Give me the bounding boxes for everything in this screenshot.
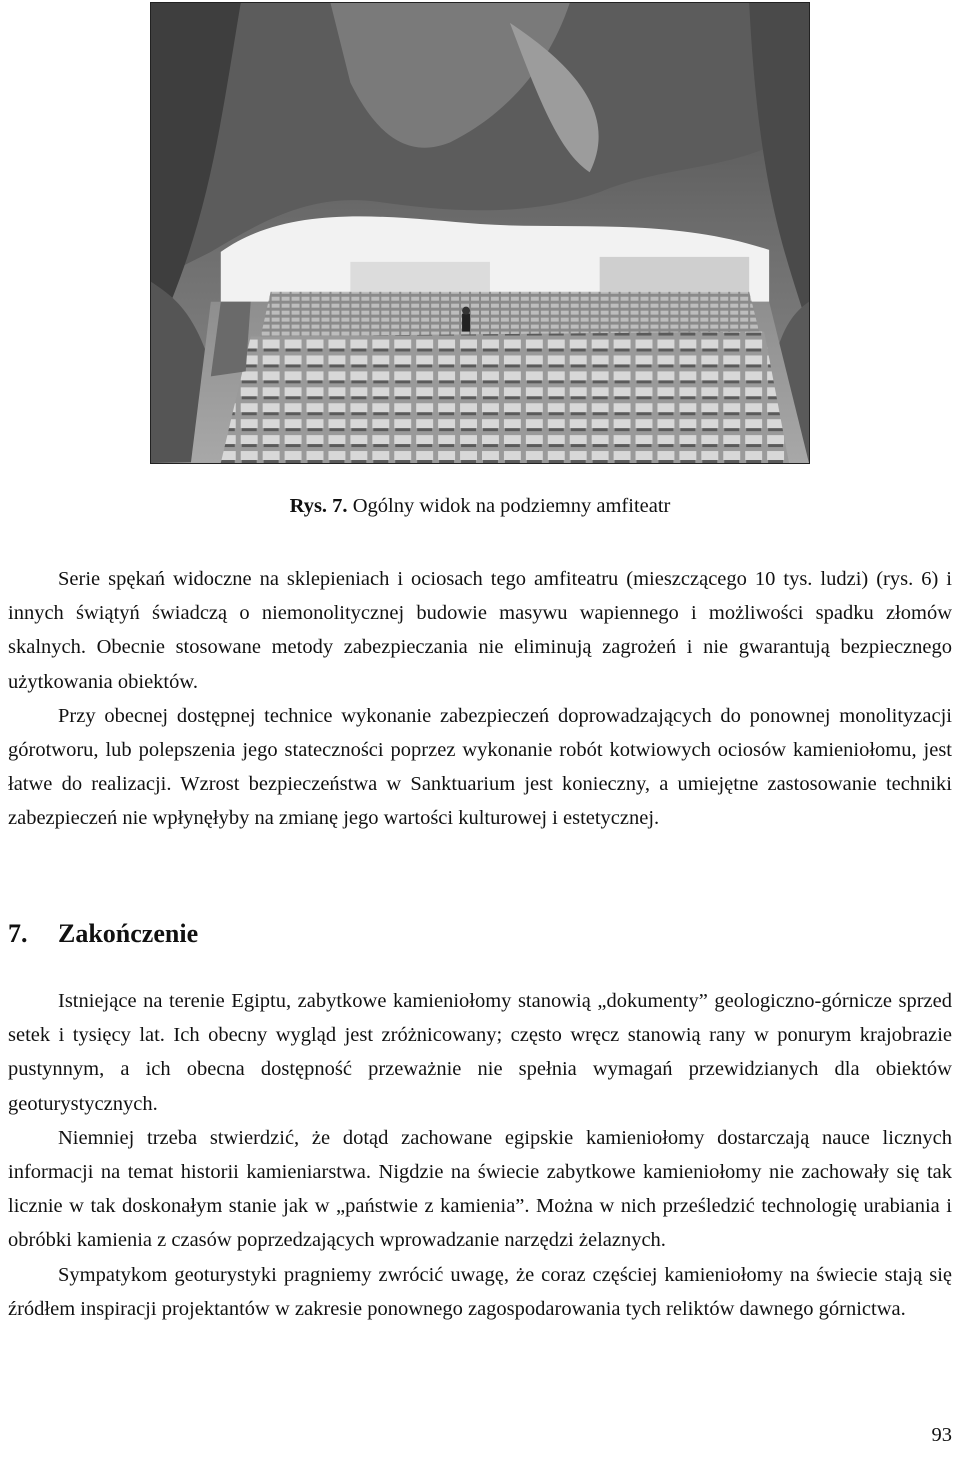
paragraph: Sympatykom geoturystyki pragniemy zwrócić uwagę, że coraz częściej kamieniołomy na świecie stają się źródłem inspiracji projektantów w zakresie ponownego zagospodarowania tych reliktów dawnego górnictwa. (8, 1263, 952, 1320)
section-title: Zakończenie (58, 919, 199, 948)
photo-illustration (151, 3, 809, 463)
paragraph: Serie spękań widoczne na sklepieniach i ociosach tego amfiteatru (mieszczącego 10 tys. ludzi) (rys. 6) i innych świątyń świadczą o niemonolitycznej budowie masywu wapiennego i możliwości spadku złomów skalnych. Obecnie stosowane metody zabezpieczania nie eliminują zagrożeń i nie gwarantują bezpiecznego użytkowania obiektów. (8, 568, 952, 693)
body-text-section-1 (8, 562, 952, 836)
figure-caption-text: Ogólny widok na podziemny amfiteatr (352, 495, 671, 517)
figure-label: Rys. 7. (289, 495, 348, 517)
section-heading (8, 919, 198, 949)
body-text-section-2 (8, 984, 952, 1326)
paragraph: Przy obecnej dostępnej technice wykonanie zabezpieczeń doprowadzających do ponownej monolityzacji górotworu, lub polepszenia jego stateczności poprzez wykonanie robót kotwiowych ociosów kamieniołomu, jest łatwe do realizacji. Wzrost bezpieczeństwa w Sanktuarium jest konieczny, a umiejętne zastosowanie techniki zabezpieczeń nie wpłynęłyby na zmianę jego wartości kulturowej i estetycznej. (8, 704, 952, 830)
page-number: 93 (931, 1424, 952, 1446)
section-number: 7. (8, 919, 28, 948)
paragraph: Niemniej trzeba stwierdzić, że dotąd zachowane egipskie kamieniołomy dostarczają nauce licznych informacji na temat historii kamieniarstwa. Nigdzie na świecie zabytkowe kamieniołomy nie zachowały się tak licznie w tak doskonałym stanie jak w „państwie z kamienia”. Można w nich prześledzić technologię urabiania i obróbki kamienia z czasów poprzedzających wprowadzanie narzędzi żelaznych. (8, 1126, 952, 1252)
paragraph: Istniejące na terenie Egiptu, zabytkowe kamieniołomy stanowią „dokumenty” geologiczno-górnicze sprzed setek i tysięcy lat. Ich obecny wygląd jest zróżnicowany; często wręcz stanowią rany w ponurym krajobrazie pustynnym, a ich obecna dostępność przeważnie nie spełnia wymagań przewidzianych dla obiektów geoturystycznych. (8, 990, 952, 1115)
figure-caption (0, 495, 960, 518)
cave-amphitheatre-photo (150, 2, 810, 464)
